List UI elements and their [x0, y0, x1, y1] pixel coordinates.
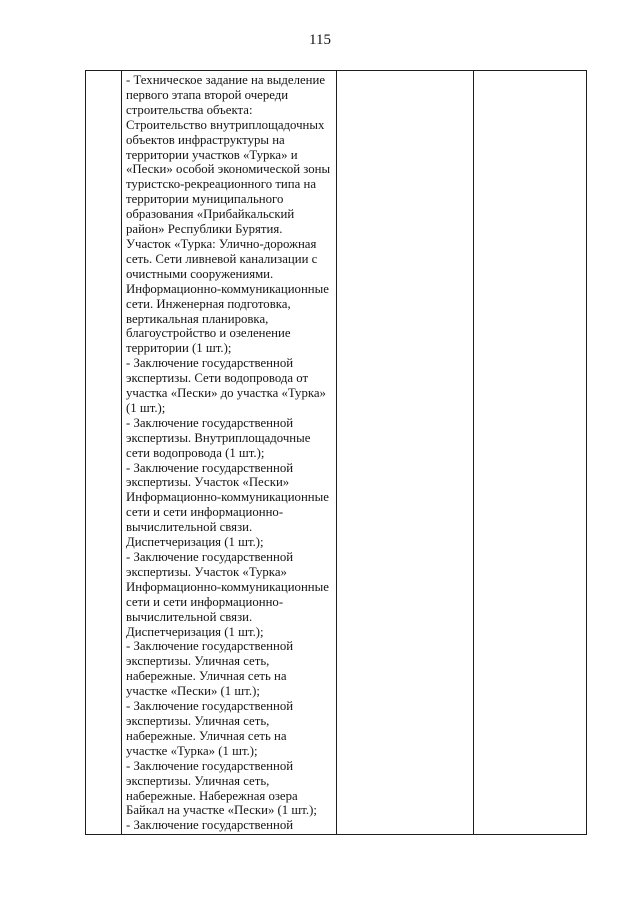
cell-text-line: - Заключение государственной — [126, 758, 294, 773]
cell-text-line: объектов инфраструктуры на — [126, 132, 285, 147]
cell-text-line: очистными сооружениями. — [126, 266, 274, 281]
cell-text-line: район» Республики Бурятия. — [126, 222, 283, 237]
table-cell-number — [86, 71, 121, 834]
cell-text-line: строительства объекта: — [126, 102, 253, 117]
cell-text-line: - Техническое задание на выделение — [126, 73, 326, 87]
cell-text-line: Информационно-коммуникационные — [126, 579, 329, 594]
cell-text-line: - Заключение государственной — [126, 699, 294, 714]
cell-text-line: сети и сети информационно- — [126, 505, 284, 520]
cell-text-line: Диспетчеризация (1 шт.); — [126, 624, 264, 639]
cell-text-line: Информационно-коммуникационные — [126, 490, 329, 505]
cell-text-line: территории муниципального — [126, 192, 284, 207]
cell-text-line: образования «Прибайкальский — [126, 207, 295, 222]
cell-text-line: Информационно-коммуникационные — [126, 281, 329, 296]
cell-text-line: (1 шт.); — [126, 400, 166, 415]
cell-text-line: набережные. Набережная озера — [126, 788, 298, 803]
cell-text-line: экспертизы. Уличная сеть, — [126, 713, 270, 728]
cell-text-line: Строительство внутриплощадочных — [126, 117, 325, 132]
cell-text-line: вычислительной связи. — [126, 609, 253, 624]
cell-text-line: - Заключение государственной — [126, 550, 294, 564]
cell-text-line: территории (1 шт.); — [126, 341, 232, 356]
cell-text-line: - Заключение государственной — [126, 639, 294, 654]
cell-text-line: участка «Пески» до участка «Турка» — [126, 386, 326, 401]
cell-text-line: экспертизы. Уличная сеть, — [126, 654, 270, 669]
cell-text-block — [126, 73, 334, 833]
cell-text-line: вычислительной связи. — [126, 520, 253, 535]
cell-text-line: «Пески» особой экономической зоны — [126, 162, 331, 177]
cell-text-line: сети. Инженерная подготовка, — [126, 296, 291, 311]
table-cell-description — [121, 71, 336, 834]
cell-text-line: благоустройство и озеленение — [126, 326, 291, 341]
document-table — [85, 70, 587, 835]
cell-text-line: сети водопровода (1 шт.); — [126, 445, 265, 460]
cell-text-line: первого этапа второй очереди — [126, 87, 289, 102]
cell-text-line: набережные. Уличная сеть на — [126, 728, 287, 743]
cell-text-line: участке «Пески» (1 шт.); — [126, 684, 260, 699]
cell-text-line: экспертизы. Уличная сеть, — [126, 773, 270, 788]
cell-text-line: участке «Турка» (1 шт.); — [126, 743, 258, 758]
cell-text-line: - Заключение государственной — [126, 415, 294, 430]
cell-text-line: экспертизы. Участок «Пески» — [126, 475, 290, 490]
page-number: 115 — [309, 32, 331, 48]
cell-text-line: Байкал на участке «Пески» (1 шт.); — [126, 803, 317, 818]
cell-text-line: экспертизы. Сети водопровода от — [126, 371, 309, 386]
cell-text-line: экспертизы. Внутриплощадочные — [126, 430, 311, 445]
table-cell-empty — [473, 71, 587, 834]
cell-text-line: - Заключение государственной — [126, 460, 294, 475]
cell-text-line: экспертизы. Участок «Турка» — [126, 564, 287, 579]
cell-text-line: сети и сети информационно- — [126, 594, 284, 609]
cell-text-line: территории участков «Турка» и — [126, 147, 298, 162]
cell-text-line: вертикальная планировка, — [126, 311, 269, 326]
cell-text-line: сеть. Сети ливневой канализации с — [126, 251, 318, 266]
cell-text-line: - Заключение государственной — [126, 818, 294, 833]
cell-text-line: - Заключение государственной — [126, 356, 294, 371]
cell-text-line: Диспетчеризация (1 шт.); — [126, 535, 264, 550]
cell-text-line: набережные. Уличная сеть на — [126, 669, 287, 684]
cell-text-line: туристско-рекреационного типа на — [126, 177, 317, 192]
table-cell-empty — [336, 71, 473, 834]
cell-text-line: Участок «Турка: Улично-дорожная — [126, 236, 317, 251]
